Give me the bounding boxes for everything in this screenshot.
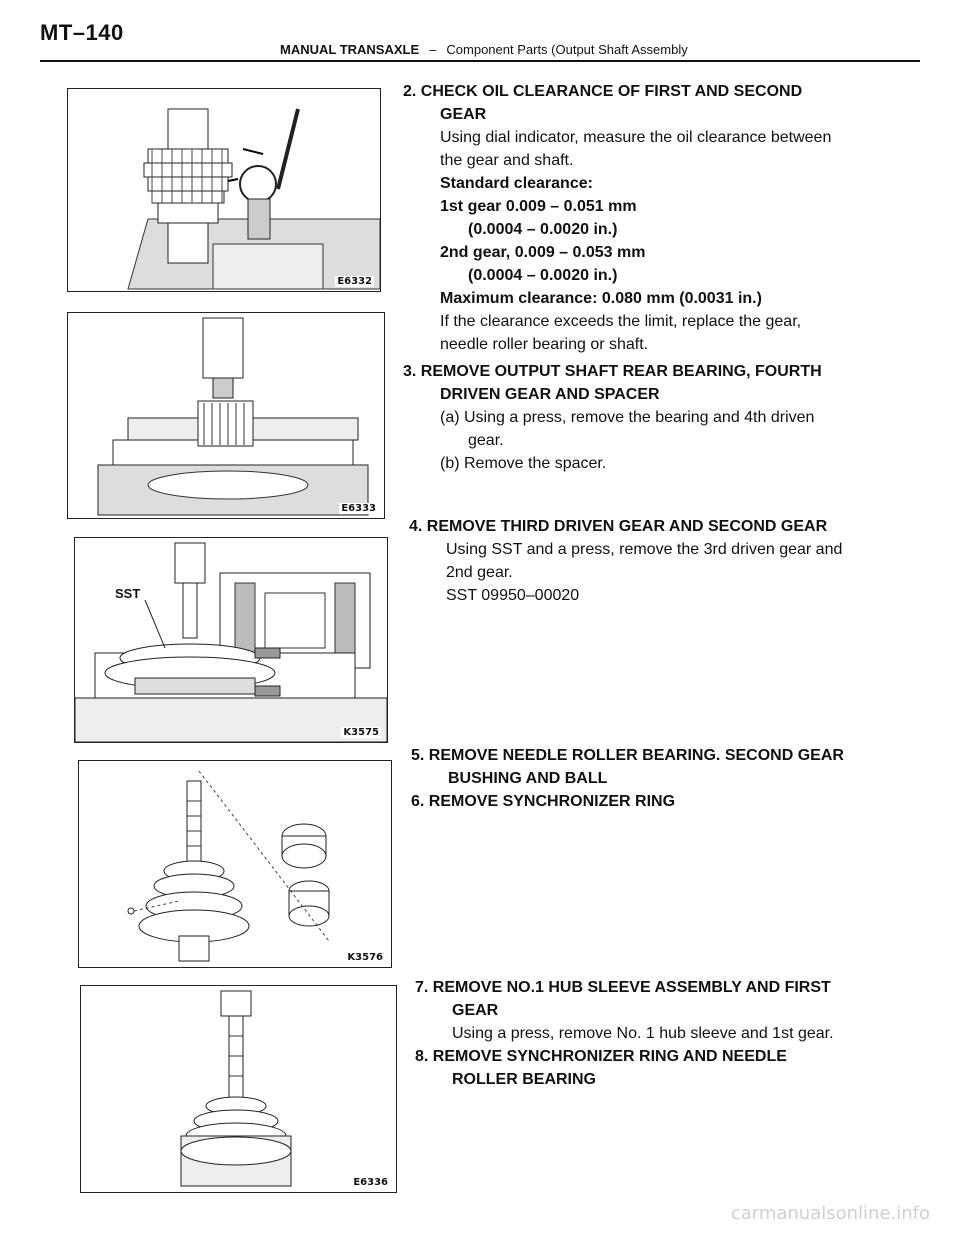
step-2 — [403, 80, 831, 356]
figure-needle-bearing — [78, 760, 392, 968]
figure-press-bearing — [67, 312, 385, 519]
step-3-title: 3. REMOVE OUTPUT SHAFT REAR BEARING, FOURTH — [403, 363, 822, 380]
step-3-title-cont: DRIVEN GEAR AND SPACER — [440, 386, 660, 403]
step-8-title-cont: ROLLER BEARING — [452, 1071, 596, 1088]
step-4-text: Using SST and a press, remove the 3rd driven gear and — [446, 541, 843, 558]
step-2-note: If the clearance exceeds the limit, replace the gear, — [440, 313, 802, 330]
figure-code: E6332 — [337, 276, 372, 287]
step-2-note-cont: needle roller bearing or shaft. — [440, 336, 649, 353]
standard-clearance-label: Standard clearance: — [440, 175, 593, 192]
step-7 — [415, 976, 834, 1045]
step-2-text-cont: the gear and shaft. — [440, 152, 574, 169]
section-title: MANUAL TRANSAXLE — [280, 42, 420, 57]
figure-code: E6333 — [341, 503, 376, 514]
maximum-clearance: Maximum clearance: 0.080 mm (0.0031 in.) — [440, 290, 762, 307]
step-4-title: 4. REMOVE THIRD DRIVEN GEAR AND SECOND GEAR — [409, 518, 828, 535]
sst-press-illustration — [75, 538, 387, 742]
step-3a-cont: gear. — [468, 432, 504, 449]
step-5-title: 5. REMOVE NEEDLE ROLLER BEARING. SECOND GEAR — [411, 747, 844, 764]
step-2-text: Using dial indicator, measure the oil clearance between — [440, 129, 832, 146]
press-bearing-illustration — [68, 313, 384, 518]
step-8-title: 8. REMOVE SYNCHRONIZER RING AND NEEDLE — [415, 1048, 787, 1065]
page-number: MT–140 — [40, 20, 124, 45]
step-2-title: 2. CHECK OIL CLEARANCE OF FIRST AND SECOND — [403, 83, 803, 100]
step-7-title: 7. REMOVE NO.1 HUB SLEEVE ASSEMBLY AND FIRST — [415, 979, 831, 996]
step-3b: (b) Remove the spacer. — [440, 455, 607, 472]
figure-code: E6336 — [353, 1177, 388, 1188]
step-7-text: Using a press, remove No. 1 hub sleeve and 1st gear. — [452, 1025, 834, 1042]
watermark: carmanualsonline.info — [730, 1203, 930, 1224]
dial-indicator-illustration — [68, 89, 380, 291]
step-2-title-cont: GEAR — [440, 106, 487, 123]
step-5 — [411, 744, 844, 790]
second-gear-clearance-in: (0.0004 – 0.0020 in.) — [468, 267, 618, 284]
second-gear-clearance: 2nd gear, 0.009 – 0.053 mm — [440, 244, 646, 261]
step-4-text-cont: 2nd gear. — [446, 564, 513, 581]
step-3a: (a) Using a press, remove the bearing and 4th driven — [440, 409, 815, 426]
step-5-title-cont: BUSHING AND BALL — [448, 770, 608, 787]
running-header — [280, 42, 688, 57]
step-6-title: 6. REMOVE SYNCHRONIZER RING — [411, 793, 676, 810]
needle-bearing-illustration — [79, 761, 391, 967]
first-gear-clearance: 1st gear 0.009 – 0.051 mm — [440, 198, 637, 215]
figure-code: K3576 — [347, 952, 383, 963]
figure-code: K3575 — [343, 727, 379, 738]
hub-sleeve-illustration — [81, 986, 396, 1192]
header-rule — [40, 60, 920, 62]
figure-sst-press — [74, 537, 388, 743]
step-8 — [415, 1045, 787, 1091]
step-7-title-cont: GEAR — [452, 1002, 499, 1019]
header-separator: – — [429, 42, 437, 57]
step-4 — [409, 515, 842, 607]
sst-label: SST — [115, 586, 141, 601]
figure-hub-sleeve — [80, 985, 397, 1193]
step-4-sst: SST 09950–00020 — [446, 587, 580, 604]
figure-dial-indicator — [67, 88, 381, 292]
first-gear-clearance-in: (0.0004 – 0.0020 in.) — [468, 221, 618, 238]
step-3 — [403, 360, 822, 475]
subsection-title: Component Parts (Output Shaft Assembly — [446, 42, 688, 57]
step-6 — [411, 790, 675, 813]
